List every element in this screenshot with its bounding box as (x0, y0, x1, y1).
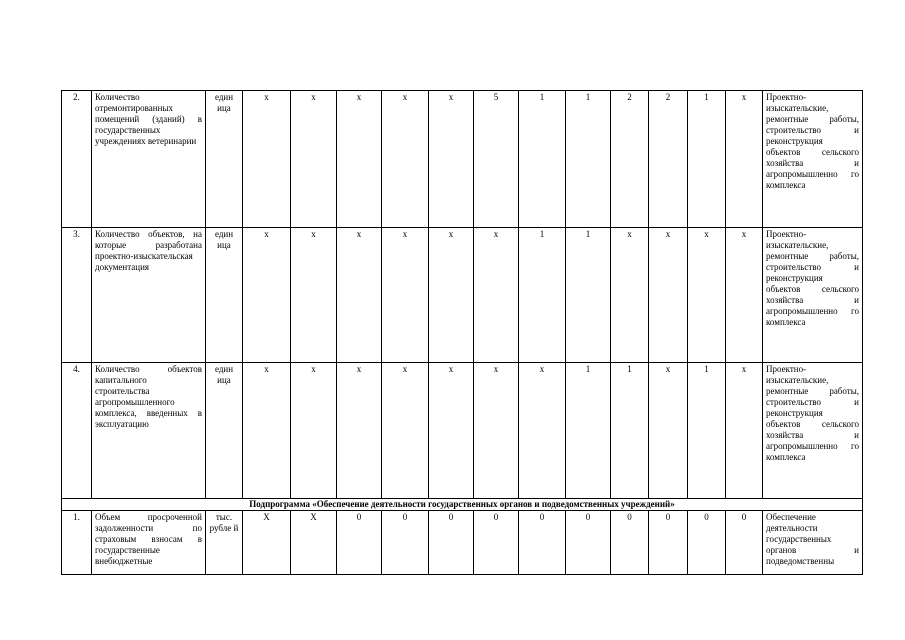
value-cell: х (243, 363, 291, 499)
value-cell: х (337, 91, 382, 228)
value-cell: х (337, 228, 382, 363)
value-cell: 0 (611, 510, 649, 574)
row-number: 1. (62, 510, 92, 574)
value-cell: 1 (519, 91, 566, 228)
value-cell: х (649, 228, 688, 363)
value-cell: 1 (519, 228, 566, 363)
value-cell: 2 (649, 91, 688, 228)
subprogram-title: Подпрограмма «Обеспечение деятельности государственных органов и подведомственных учреждений» (62, 499, 863, 511)
value-cell: х (688, 228, 726, 363)
value-cell: х (243, 228, 291, 363)
value-cell: 0 (649, 510, 688, 574)
value-cell: 0 (337, 510, 382, 574)
indicator-name: Количество отремонтированных помещений (зданий) в государственных учреждениях ветеринарии (92, 91, 206, 228)
value-cell: 2 (611, 91, 649, 228)
activity-cell: Обеспечение деятельности государственных органов и подведомственны (763, 510, 863, 574)
value-cell: х (243, 91, 291, 228)
unit-cell: тыс. рубле й (206, 510, 243, 574)
value-cell: х (429, 228, 474, 363)
value-cell: 0 (382, 510, 429, 574)
activity-cell: Проектно-изыскательские, ремонтные работы, строительство и реконструкция объектов сельского хозяйства и агропромышленно го комплекса (763, 363, 863, 499)
value-cell: 0 (429, 510, 474, 574)
table-row (62, 510, 863, 574)
value-cell: х (474, 363, 519, 499)
value-cell: х (291, 228, 337, 363)
value-cell: х (429, 363, 474, 499)
value-cell: 0 (688, 510, 726, 574)
value-cell: х (726, 91, 763, 228)
value-cell: Х (291, 510, 337, 574)
unit-cell: един ица (206, 91, 243, 228)
value-cell: х (291, 91, 337, 228)
activity-cell: Проектно-изыскательские, ремонтные работы, строительство и реконструкция объектов сельского хозяйства и агропромышленно го комплекса (763, 228, 863, 363)
table-row (62, 91, 863, 228)
value-cell: х (382, 228, 429, 363)
row-number: 3. (62, 228, 92, 363)
indicators-table (61, 90, 863, 575)
value-cell: 1 (566, 91, 611, 228)
value-cell: х (474, 228, 519, 363)
value-cell: х (429, 91, 474, 228)
value-cell: х (382, 363, 429, 499)
value-cell: х (337, 363, 382, 499)
value-cell: х (291, 363, 337, 499)
value-cell: 1 (611, 363, 649, 499)
value-cell: х (649, 363, 688, 499)
value-cell: 0 (726, 510, 763, 574)
row-number: 2. (62, 91, 92, 228)
unit-cell: един ица (206, 228, 243, 363)
value-cell: 0 (519, 510, 566, 574)
value-cell: 5 (474, 91, 519, 228)
activity-cell: Проектно-изыскательские, ремонтные работы, строительство и реконструкция объектов сельского хозяйства и агропромышленно го комплекса (763, 91, 863, 228)
table-row (62, 228, 863, 363)
value-cell: х (726, 363, 763, 499)
value-cell: 0 (566, 510, 611, 574)
value-cell: 1 (566, 363, 611, 499)
row-number: 4. (62, 363, 92, 499)
value-cell: 1 (688, 91, 726, 228)
value-cell: Х (243, 510, 291, 574)
value-cell: х (382, 91, 429, 228)
subprogram-header-row (62, 499, 863, 511)
table-row (62, 363, 863, 499)
indicator-name: Объем просроченной задолженности по страховым взносам в государственные внебюджетные (92, 510, 206, 574)
value-cell: х (611, 228, 649, 363)
value-cell: х (726, 228, 763, 363)
unit-cell: един ица (206, 363, 243, 499)
value-cell: х (519, 363, 566, 499)
indicator-name: Количество объектов, на которые разработана проектно-изыскательская документация (92, 228, 206, 363)
value-cell: 0 (474, 510, 519, 574)
value-cell: 1 (688, 363, 726, 499)
indicator-name: Количество объектов капитального строительства агропромышленного комплекса, введенных в эксплуатацию (92, 363, 206, 499)
value-cell: 1 (566, 228, 611, 363)
